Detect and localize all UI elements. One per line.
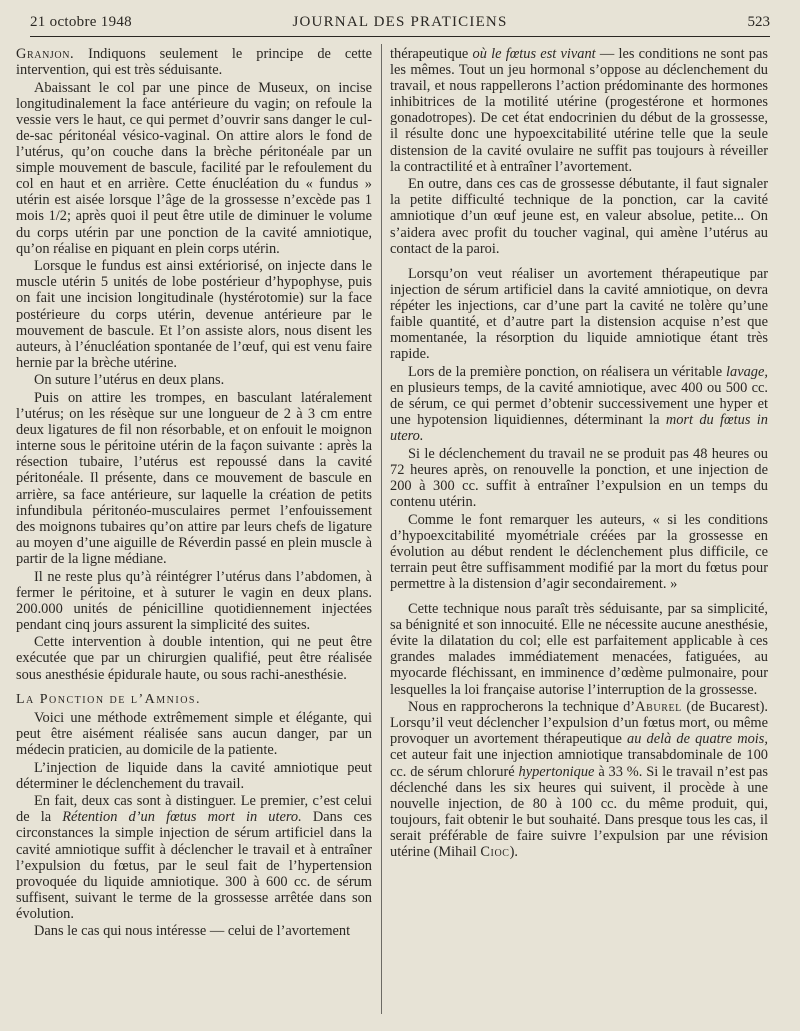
paragraph: Lorsqu’on veut réaliser un avortement thérapeutique par injection de sérum artificiel dans la cavité amniotique, on devra répéter les injections, car d’une part la cavité ne tolère qu’une faible quantité, et d’autre part la distension acquise n’est que momentanée, la résorption du liquide amniotique étant très rapide. xyxy=(390,265,768,363)
left-column xyxy=(16,46,372,941)
paragraph: Nous en rapprocherons la technique d’Aburel (de Bucarest). Lorsqu’il veut déclencher l’expulsion d’un fœtus mort, ou même provoquer un avortement thérapeutique au delà de quatre mois, cet auteur fait une injection amniotique transabdominale de 100 cc. de sérum chloruré hypertonique à 33 %. Si le travail n’est pas déclenché dans les six heures qui suivent, il procède à une nouvelle injection, de 80 à 100 cc. du même produit, qui, toujours, fait obtenir le but souhaité. Dans presque tous les cas, il serait préférable de faire suivre l’expulsion par une révision utérine (Mihail Cioc). xyxy=(390,699,769,860)
paragraph: Il ne reste plus qu’à réintégrer l’utérus dans l’abdomen, à fermer le péritoine, et à suturer le vagin en deux plans. 200.000 unités de pénicilline quotidiennement injectées pendant cinq jours assurent la simplicité des suites. xyxy=(16,568,372,633)
journal-title: JOURNAL DES PRATICIENS xyxy=(292,14,508,30)
paragraph: On suture l’utérus en deux plans. xyxy=(34,372,225,389)
paragraph: Lors de la première ponction, on réalisera un véritable lavage, en plusieurs temps, de la cavité amniotique, avec 400 ou 500 cc. de sérum, ce qui permet d’obtenir successivement une hyper et une hypotension liquidiennes, déterminant la mort du fœtus in utero. xyxy=(390,363,768,445)
paragraph: En fait, deux cas sont à distinguer. Le premier, c’est celui de la Rétention d’un fœtus mort in utero. Dans ces circonstances la simple injection de sérum artificiel dans la cavité amniotique suffit à déclencher le travail et à entraîner l’expulsion du fœtus, par le seul fait de l’hypertension provoquée du liquide amniotique. 300 à 600 cc. de sérum suffisent, suivant le terme de la grossesse arrêtée dans son évolution. xyxy=(16,793,372,922)
paragraph: Lorsque le fundus est ainsi extériorisé, on injecte dans le muscle utérin 5 unités de lobe postérieur d’hypophyse, puis on fait une incision longitudinale (hystérotomie) sur la face postérieure du corps utérin, devenue antérieure par le mouvement de bascule. Et l’on assiste alors, nous disent les auteurs, à l’énucléation spontanée de l’œuf, qui est venu faire hernie par la brèche utérine. xyxy=(16,258,372,371)
paragraph: Cette technique nous paraît très séduisante, par sa simplicité, sa bénignité et son innocuité. Elle ne nécessite aucune anesthésie, évite la dilatation du col; elle est parfaitement applicable à ces grandes malades immédiatement menacées, fatiguées, au myocarde fléchissant, en imminence d’œdème pulmonaire, pour lesquelles la loi française autorise l’interruption de la grossesse. xyxy=(390,601,768,698)
paragraph: Granjon. Indiquons seulement le principe de cette intervention, qui est très séduisante. xyxy=(16,46,372,79)
paragraph: thérapeutique où le fœtus est vivant — les conditions ne sont pas les mêmes. Tout un jeu hormonal s’oppose au déclenchement du travail, et nous rappellerons l’action prédominante des hormones inhibitrices de la motilité utérine (progestérone et hormones gonadotropes). De cet état endocrinien du début de la grossesse, il résulte donc une hypoexcitabilité utérine telle que la seule distension de la cavité ovulaire ne suffit pas toujours à réveiller la contractilité et à entraîner l’avortement. xyxy=(390,46,768,175)
paragraph: Si le déclenchement du travail ne se produit pas 48 heures ou 72 heures après, on renouvelle la ponction, et une injection de 200 à 300 cc. suffit à entraîner l’expulsion en un temps du contenu utérin. xyxy=(390,445,768,511)
paragraph: Puis on attire les trompes, en basculant latéralement l’utérus; on les résèque sur une longueur de 2 à 3 cm entre deux ligatures de fil non résorbable, et on enfouit le moignon interne sous le péritoine utérin de la façon suivante : après la résection tubaire, l’utérus est repoussé dans la cavité péritonéale. Il présente, dans ce mouvement de bascule en arrière, sa face antérieure, sur laquelle la création de petits infundibula péritonéo-musculaires permet l’enfouissement des moignons tubaires qu’on attire par leurs chefs de ligature au moyen d’une aiguille de Réverdin passé en plein muscle à partir de la ligne médiane. xyxy=(16,389,372,567)
paragraph: L’injection de liquide dans la cavité amniotique peut déterminer le déclenchement du travail. xyxy=(16,759,372,792)
column-divider xyxy=(381,44,382,1014)
author-name: Aburel xyxy=(635,699,682,716)
page-number: 523 xyxy=(747,14,770,30)
paragraph: En outre, dans ces cas de grossesse débutante, il faut signaler la petite difficulté technique de la ponction, car la cavité amniotique d’un œuf jeune est, en valeur absolue, petite... On s’aidera avec profit du toucher vaginal, qui amène l’utérus au contact de la paroi. xyxy=(390,176,768,257)
author-name: Granjon. xyxy=(16,46,75,62)
author-name: Cioc xyxy=(480,844,510,860)
paragraph: Abaissant le col par une pince de Museux, on incise longitudinalement la face antérieure du vagin; on refoule la vessie vers le haut, ce qui permet d’ouvrir sans danger le cul-de-sac péritonéal vésico-vaginal. On attire alors le fond de l’utérus, qu’on couche dans la brèche péritonéale par un simple mouvement de bascule, facilité par le refoulement du col en haut et en arrière. Cette énucléation du « fundus » utérin est aisée lorsque l’âge de la grossesse n’excède pas 1 mois 1/2; après quoi il peut être utile de diminuer le volume du corps utérin par une ponction de la cavité amniotique, qu’on réalise en piquant en plein corps utérin. xyxy=(16,79,372,257)
running-header xyxy=(30,10,770,37)
section-heading: La Ponction de l’Amnios. xyxy=(16,691,201,707)
paragraph: Dans le cas qui nous intéresse — celui de l’avortement xyxy=(34,923,351,940)
paragraph: Cette intervention à double intention, qui ne peut être exécutée que par un chirurgien qualifié, peut être réalisée sous anesthésie épidurale haute, ou sous rachi-anesthésie. xyxy=(16,634,372,683)
header-date: 21 octobre 1948 xyxy=(30,14,132,30)
right-column xyxy=(390,46,768,862)
paragraph: Comme le font remarquer les auteurs, « si les conditions d’hypoexcitabilité myométriale créées par la grossesse en évolution au début rendent le déclenchement plus difficile, ce terrain peut être suffisamment modifié par la mort du fœtus pour permettre à la distension d’agir secondairement. » xyxy=(390,511,768,592)
paragraph: Voici une méthode extrêmement simple et élégante, qui peut être aisément réalisée sans aucun danger, par un médecin praticien, au domicile de la patiente. xyxy=(16,709,372,758)
